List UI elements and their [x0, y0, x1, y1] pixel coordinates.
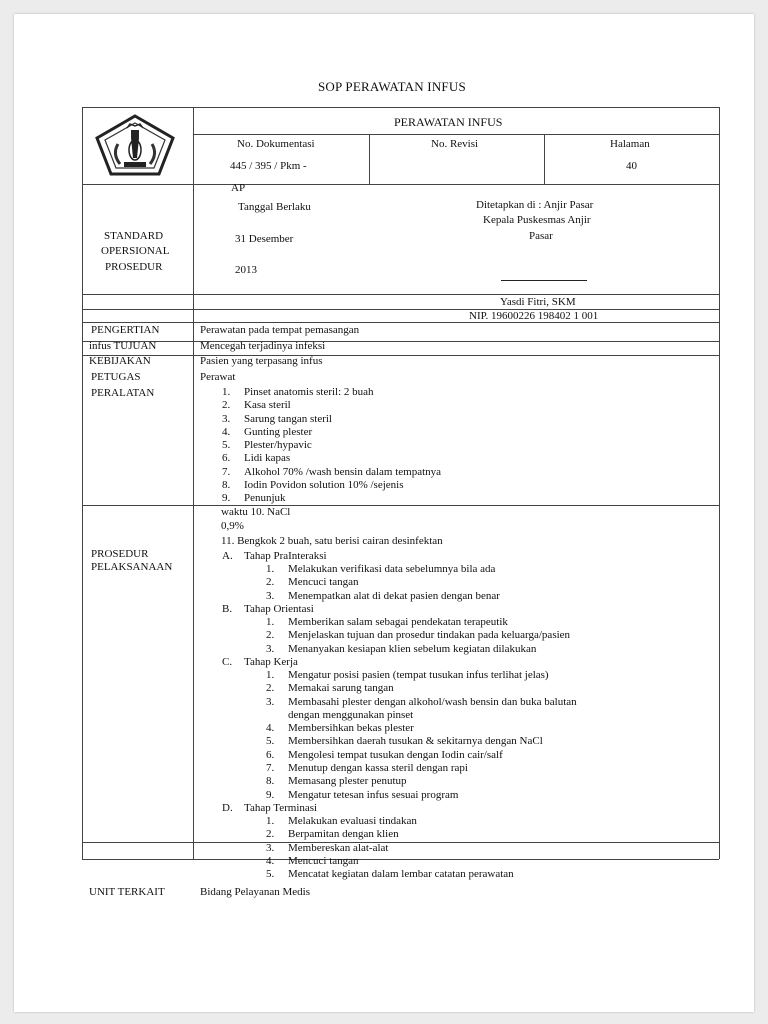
- table-line: [82, 309, 719, 310]
- peralatan-cont-line1: waktu 10. NaCl: [221, 506, 291, 518]
- list-item-text: Menjelaskan tujuan dan prosedur tindakan pada keluarga/pasien: [288, 629, 571, 642]
- table-line: [82, 355, 719, 356]
- tujuan-value: Mencegah terjadinya infeksi: [200, 340, 326, 352]
- table-line: [82, 842, 719, 843]
- halaman-value: 40: [626, 160, 637, 172]
- list-item-text: Melakukan evaluasi tindakan: [288, 815, 417, 827]
- list-item-text: Mengatur tetesan infus sesuai program: [288, 788, 459, 801]
- list-item-number: 4.: [266, 722, 275, 735]
- list-item-text: dengan menggunakan pinset: [288, 708, 414, 721]
- list-item-number: 4.: [266, 854, 275, 867]
- list-item-text: Alkohol 70% /wash bensin dalam tempatnya: [244, 465, 442, 478]
- list-item-number: 3.: [266, 841, 275, 854]
- list-item-number: 1.: [266, 815, 275, 827]
- tanggal-berlaku-label: Tanggal Berlaku: [238, 201, 311, 213]
- unit-terkait-label: UNIT TERKAIT: [89, 886, 165, 898]
- table-line: [82, 341, 719, 342]
- list-item-number: 2.: [222, 399, 231, 412]
- table-line: [82, 505, 719, 506]
- list-item-text: Menempatkan alat di dekat pasien dengan benar: [288, 589, 500, 602]
- list-item-number: 3.: [266, 589, 275, 602]
- sop-label-line2: OPERSIONAL: [101, 245, 170, 257]
- tahap-b-title: Tahap Orientasi: [244, 603, 314, 615]
- list-item-number: 6.: [266, 748, 275, 761]
- peralatan-cont-line2: 0,9%: [221, 520, 244, 532]
- list-item-number: 6.: [222, 452, 231, 465]
- list-item-text: Mencatat kegiatan dalam lembar catatan perawatan: [288, 868, 514, 881]
- peralatan-label: PERALATAN: [91, 387, 155, 399]
- list-item-text: Melakukan verifikasi data sebelumnya bila ada: [288, 563, 496, 575]
- tahap-a-title: Tahap PraInteraksi: [244, 550, 327, 562]
- table-line: [369, 134, 370, 184]
- tahap-c-letter: C.: [222, 656, 233, 668]
- list-item-number: 9.: [266, 788, 275, 801]
- table-border-left: [82, 107, 83, 859]
- tujuan-label: infus TUJUAN: [89, 340, 157, 352]
- list-item-number: 9.: [222, 492, 231, 505]
- list-item-text: Menanyakan kesiapan klien sebelum kegiatan dilakukan: [288, 642, 537, 655]
- halaman-label: Halaman: [610, 138, 650, 150]
- list-item-number: 8.: [266, 775, 275, 788]
- list-item-number: 2.: [266, 682, 275, 695]
- ditetapkan-line1: Ditetapkan di : Anjir Pasar: [476, 199, 594, 211]
- list-item-text: Mencuci tangan: [288, 854, 359, 867]
- tahap-d-letter: D.: [222, 802, 233, 814]
- kebijakan-value: Pasien yang terpasang infus: [200, 355, 323, 367]
- table-line: [544, 134, 545, 184]
- document-title: SOP PERAWATAN INFUS: [318, 79, 466, 94]
- pengertian-value: Perawatan pada tempat pemasangan: [200, 324, 360, 336]
- table-border-top: [82, 107, 719, 108]
- list-item-number: 3.: [266, 642, 275, 655]
- signatory-name: Yasdi Fitri, SKM: [500, 296, 576, 308]
- list-item-number: 1.: [222, 386, 231, 398]
- list-item-text: Membereskan alat-alat: [288, 841, 389, 854]
- list-item-number: 2.: [266, 576, 275, 589]
- tanggal-berlaku-value-2: 2013: [235, 264, 257, 276]
- list-item-text: Membersihkan daerah tusukan & sekitarnya dengan NaCl: [288, 735, 543, 748]
- table-line: [82, 294, 719, 295]
- table-border-bottom: [82, 859, 719, 860]
- list-item-number: 2.: [266, 828, 275, 841]
- list-item-text: Plester/hypavic: [244, 439, 312, 452]
- list-item-text: Berpamitan dengan klien: [288, 828, 399, 841]
- list-item-number: 3.: [266, 695, 275, 708]
- tahap-c-title: Tahap Kerja: [244, 656, 298, 668]
- list-item-text: Mengatur posisi pasien (tempat tusukan infus terlihat jelas): [288, 669, 549, 681]
- list-item-text: Sarung tangan steril: [244, 412, 332, 425]
- peralatan-cont-line3: 11. Bengkok 2 buah, satu berisi cairan desinfektan: [221, 535, 443, 547]
- tahap-d-title: Tahap Terminasi: [244, 802, 318, 814]
- prosedur-label-line1: PROSEDUR: [91, 548, 149, 560]
- list-item-text: Memasang plester penutup: [288, 775, 407, 788]
- list-item-text: Membersihkan bekas plester: [288, 722, 414, 735]
- list-item-number: 1.: [266, 669, 275, 681]
- list-item-number: 2.: [266, 629, 275, 642]
- list-item-number: 5.: [266, 868, 275, 881]
- puskesmas-emblem-icon: [94, 114, 176, 176]
- list-item-number: 4.: [222, 425, 231, 438]
- list-item-number: 1.: [266, 563, 275, 575]
- no-dokumentasi-value-cont: AP: [231, 182, 246, 194]
- unit-terkait-value: Bidang Pelayanan Medis: [200, 886, 310, 898]
- tanggal-berlaku-value-1: 31 Desember: [235, 233, 294, 245]
- table-border-right: [719, 107, 720, 859]
- tahap-b-letter: B.: [222, 603, 233, 615]
- no-revisi-label: No. Revisi: [431, 138, 479, 150]
- list-item-text: Mencuci tangan: [288, 576, 359, 589]
- list-item-text: Gunting plester: [244, 425, 313, 438]
- table-line: [193, 134, 719, 135]
- ditetapkan-line2: Kepala Puskesmas Anjir: [483, 214, 591, 226]
- petugas-label: PETUGAS: [91, 371, 141, 383]
- table-line: [82, 184, 719, 185]
- list-item-text: Kasa steril: [244, 399, 291, 412]
- no-dokumentasi-value: 445 / 395 / Pkm -: [230, 160, 307, 172]
- signatory-nip: NIP. 19600226 198402 1 001: [469, 310, 599, 322]
- header-heading: PERAWATAN INFUS: [394, 115, 503, 129]
- list-item-number: 7.: [222, 465, 231, 478]
- list-item-text: Mengolesi tempat tusukan dengan Iodin cair/salf: [288, 748, 503, 761]
- sop-label-line3: PROSEDUR: [105, 261, 163, 273]
- list-item-number: 8.: [222, 479, 231, 492]
- petugas-value: Perawat: [200, 371, 236, 383]
- table-line: [193, 107, 194, 859]
- list-item-text: Membasahi plester dengan alkohol/wash bensin dan buka balutan: [288, 695, 577, 708]
- list-item-text: Menutup dengan kassa steril dengan rapi: [288, 762, 468, 775]
- list-item-number: 3.: [222, 412, 231, 425]
- tahap-a-letter: A.: [222, 550, 233, 562]
- list-item-number: 7.: [266, 762, 275, 775]
- list-item-number: 5.: [266, 735, 275, 748]
- list-item-text: Iodin Povidon solution 10% /sejenis: [244, 479, 404, 492]
- list-item-text: Pinset anatomis steril: 2 buah: [244, 386, 374, 398]
- kebijakan-label: KEBIJAKAN: [89, 355, 151, 367]
- pengertian-label: PENGERTIAN: [91, 324, 160, 336]
- no-dokumentasi-label: No. Dokumentasi: [237, 138, 315, 150]
- list-item-number: 5.: [222, 439, 231, 452]
- list-item-text: Memakai sarung tangan: [288, 682, 394, 695]
- list-item-text: Memberikan salam sebagai pendekatan terapeutik: [288, 616, 508, 628]
- signature-line: [501, 280, 587, 281]
- sop-label-line1: STANDARD: [104, 230, 164, 242]
- prosedur-label-line2: PELAKSANAAN: [91, 561, 173, 573]
- ditetapkan-line3: Pasar: [529, 230, 553, 242]
- list-item-number: 1.: [266, 616, 275, 628]
- list-item-text: Penunjuk: [244, 492, 286, 505]
- table-line: [82, 322, 719, 323]
- list-item-text: Lidi kapas: [244, 452, 291, 465]
